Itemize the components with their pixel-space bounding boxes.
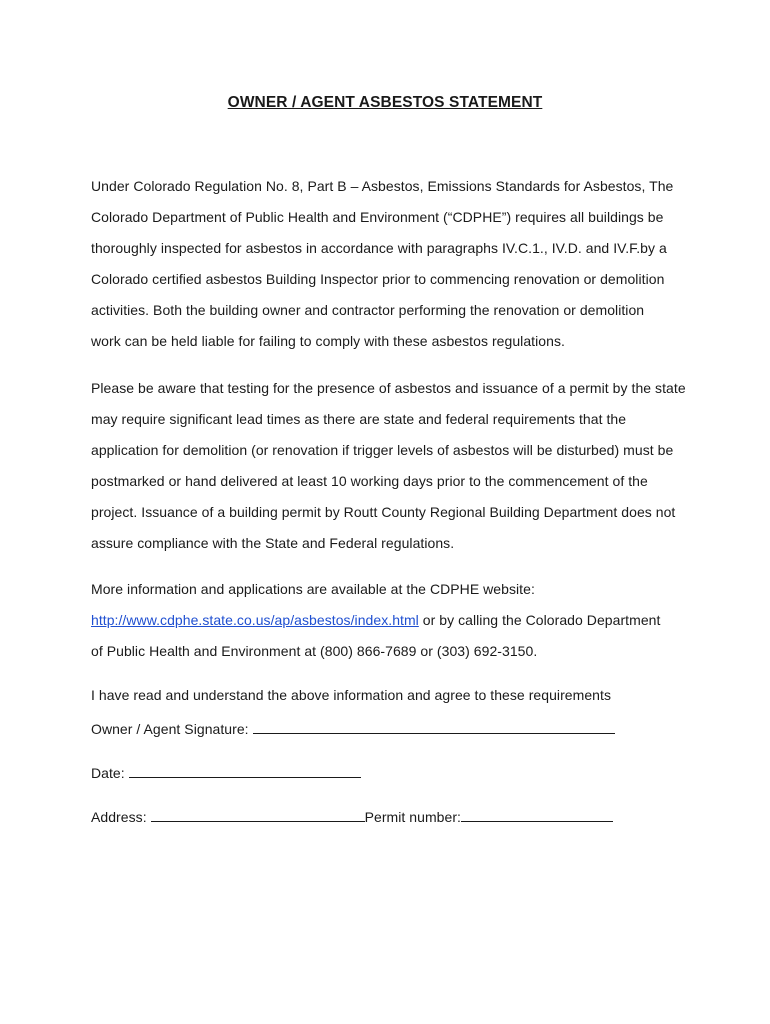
date-row — [91, 763, 361, 781]
paragraph-2-line: Please be aware that testing for the presence of asbestos and issuance of a permit by the state — [91, 380, 686, 396]
document-title: OWNER / AGENT ASBESTOS STATEMENT — [227, 94, 543, 111]
signature-row — [91, 719, 615, 737]
agreement-statement: I have read and understand the above information and agree to these requirements — [91, 687, 612, 703]
paragraph-3-text: or by calling the Colorado Department — [418, 612, 661, 628]
date-field[interactable] — [129, 763, 361, 778]
paragraph-1-line: work can be held liable for failing to comply with these asbestos regulations. — [91, 333, 565, 349]
signature-label: Owner / Agent Signature: — [91, 721, 253, 737]
paragraph-3-line — [91, 612, 660, 628]
paragraph-1-line: Under Colorado Regulation No. 8, Part B – Asbestos, Emissions Standards for Asbestos, The — [91, 178, 674, 194]
paragraph-1-line: Colorado Department of Public Health and Environment (“CDPHE”) requires all buildings be — [91, 209, 664, 225]
paragraph-2-line: assure compliance with the State and Federal regulations. — [91, 535, 455, 551]
paragraph-3-line: of Public Health and Environment at (800) 866-7689 or (303) 692-3150. — [91, 643, 538, 659]
paragraph-2-line: may require significant lead times as there are state and federal requirements that the — [91, 411, 627, 427]
paragraph-1-line: Colorado certified asbestos Building Inspector prior to commencing renovation or demolition — [91, 271, 665, 287]
date-label: Date: — [91, 765, 129, 781]
cdphe-website-link[interactable]: http://www.cdphe.state.co.us/ap/asbestos/index.html — [91, 612, 419, 628]
address-row — [91, 807, 613, 825]
paragraph-2-line: postmarked or hand delivered at least 10 working days prior to the commencement of the — [91, 473, 648, 489]
paragraph-2-line: project. Issuance of a building permit by Routt County Regional Building Department does not — [91, 504, 676, 520]
permit-number-field[interactable] — [461, 807, 613, 822]
address-field[interactable] — [151, 807, 365, 822]
paragraph-2-line: application for demolition (or renovation if trigger levels of asbestos will be disturbed) must be — [91, 442, 674, 458]
permit-number-label: Permit number: — [364, 809, 461, 825]
paragraph-3-line: More information and applications are available at the CDPHE website: — [91, 581, 535, 597]
paragraph-1-line: activities. Both the building owner and contractor performing the renovation or demolition — [91, 302, 645, 318]
paragraph-1-line: thoroughly inspected for asbestos in accordance with paragraphs IV.C.1., IV.D. and IV.F.by a — [91, 240, 667, 256]
address-label: Address: — [91, 809, 151, 825]
signature-field[interactable] — [253, 719, 615, 734]
